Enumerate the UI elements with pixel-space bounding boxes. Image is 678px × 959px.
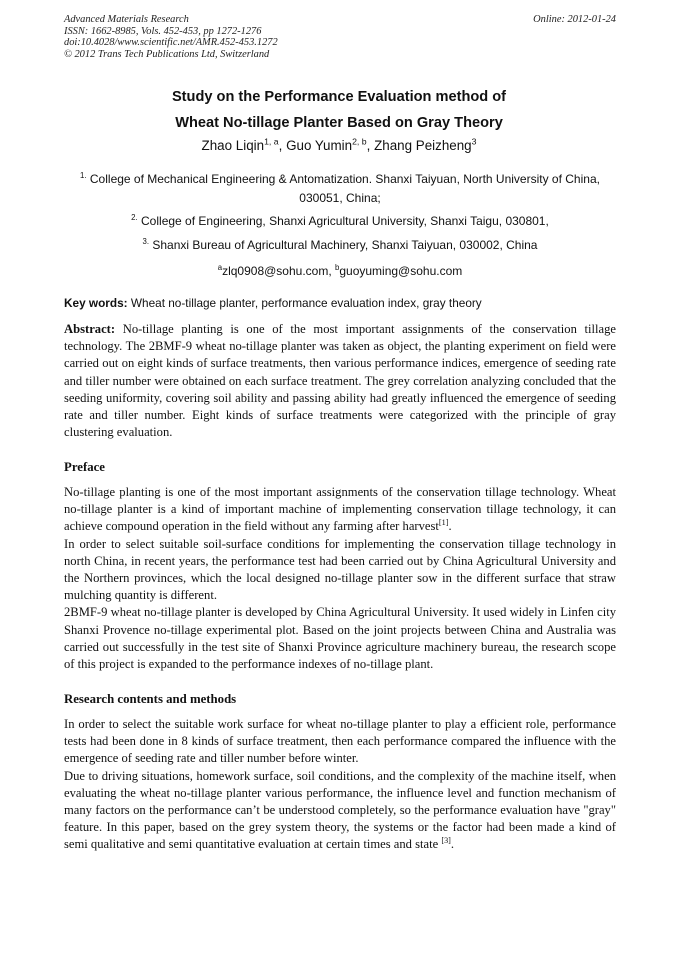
paper-title-line-2: Wheat No-tillage Planter Based on Gray Theory <box>175 115 503 131</box>
paragraph: In order to select the suitable work surface for wheat no-tillage planter to play a efficient role, performance tests had been done in 8 kinds of surface treatment, then each performance compared the influence with the emergence of seeding rate and tiller number before winter. <box>64 717 616 766</box>
citation-ref: [3] <box>441 836 451 846</box>
abstract <box>64 321 616 441</box>
citation-ref: [1] <box>438 518 449 528</box>
affiliation-3 <box>64 236 616 255</box>
affiliation-text: College of Mechanical Engineering & Antomatization. Shanxi Taiyuan, North University of China, 030051, China; <box>89 172 600 205</box>
affiliation-2 <box>64 212 616 231</box>
affiliation-text: Shanxi Bureau of Agricultural Machinery, Shanxi Taiyuan, 030002, China <box>152 238 538 252</box>
keywords <box>64 296 616 310</box>
email-address: zlq0908@sohu.com, <box>222 264 332 278</box>
journal-name: Advanced Materials Research <box>64 14 189 25</box>
copyright-line: © 2012 Trans Tech Publications Ltd, Switzerland <box>64 48 270 60</box>
email-superscript: b <box>335 263 340 272</box>
author-list: Zhao Liqin$^{1, a}$, Guo Yumin$^{2, b}$, Zhang Peizheng$^3$ <box>201 136 477 153</box>
author-name: Guo Yumin <box>286 138 353 153</box>
research-body <box>64 716 616 854</box>
author-superscript: 1, a <box>264 136 279 147</box>
keywords-text: Wheat no-tillage planter, performance evaluation index, gray theory <box>130 296 482 310</box>
paragraph: Due to driving situations, homework surface, soil conditions, and the complexity of the machine itself, when evaluating the wheat no-tillage planter various performance, the influence level and function mechanism of many factors on the performance can’t be understood completely, so the performance evaluation have "gray" feature. In this paper, based on the grey system theory, the systems or the factor had been made a kind of semi qualitative and semi quantitative evaluation at certain times and state [3]. <box>64 768 616 852</box>
keywords-label: Key words: <box>64 296 128 310</box>
preface-body <box>64 484 616 673</box>
author-name: Zhang Peizheng <box>374 138 472 153</box>
author-name: Zhao Liqin <box>201 138 265 153</box>
affiliation-number: 1. <box>80 171 87 180</box>
paragraph: No-tillage planting is one of the most important assignments of the conservation tillage technology. Wheat no-tillage planter is a kind of important machine of implementing conservation tillage technology, it can achieve compound operation in the field without any farming after harvest[1]. <box>64 485 616 534</box>
section-heading-preface: Preface <box>64 460 105 474</box>
affiliation-number: 3. <box>142 237 150 246</box>
doi-line: doi:10.4028/www.scientific.net/AMR.452-453.1272 <box>64 37 278 49</box>
abstract-text: No-tillage planting is one of the most important assignments of the conservation tillage technology. The 2BMF-9 wheat no-tillage planter was taken as object, the planting experiment on field were carried out on eight kinds of surface treatments, then various performance indices, emergence of seeding rate and tiller number were obtained on each surface treatment. The grey correlation analyzing concluded that the seeding uniformity, covering soil ability and passing ability had greatly influenced the emergence of seeding rate and tiller number. Eight kinds of surface treatments were categorized with the principle of gray clustering evaluation. <box>64 322 616 440</box>
paragraph: In order to select suitable soil-surface conditions for implementing the conservation tillage technology in north China, in recent years, the performance test had been carried out by China Agricultural University and the Northern provinces, which the local designed no-tillage planter sow in the different surface that straw mulching quantity is different. <box>64 536 616 603</box>
online-date: Online: 2012-01-24 <box>533 14 616 25</box>
paragraph: 2BMF-9 wheat no-tillage planter is developed by China Agricultural University. It used widely in Linfen city Shanxi Provence no-tillage experimental plot. Based on the joint projects between China and Australia was carried out successfully in the test site of Shanxi Province agriculture machinery bureau, the research scope of this project is expanded to the performance indexes of no-tillage plant. <box>64 605 616 672</box>
section-heading-research: Research contents and methods <box>64 692 237 706</box>
journal-header <box>64 14 616 60</box>
email-superscript: a <box>217 263 223 272</box>
paper-title-line-1: Study on the Performance Evaluation method of <box>171 89 507 105</box>
email-line <box>64 262 616 281</box>
abstract-label: Abstract: <box>64 322 116 336</box>
author-superscript: 3 <box>471 136 477 147</box>
issn-line: ISSN: 1662-8985, Vols. 452-453, pp 1272-1276 <box>64 25 262 37</box>
email-address: guoyuming@sohu.com <box>339 264 463 278</box>
affiliation-1 <box>64 170 616 208</box>
affiliation-text: College of Engineering, Shanxi Agricultural University, Shanxi Taigu, 030801, <box>141 214 549 228</box>
author-superscript: 2, b <box>352 136 367 147</box>
affiliation-number: 2. <box>131 213 138 222</box>
